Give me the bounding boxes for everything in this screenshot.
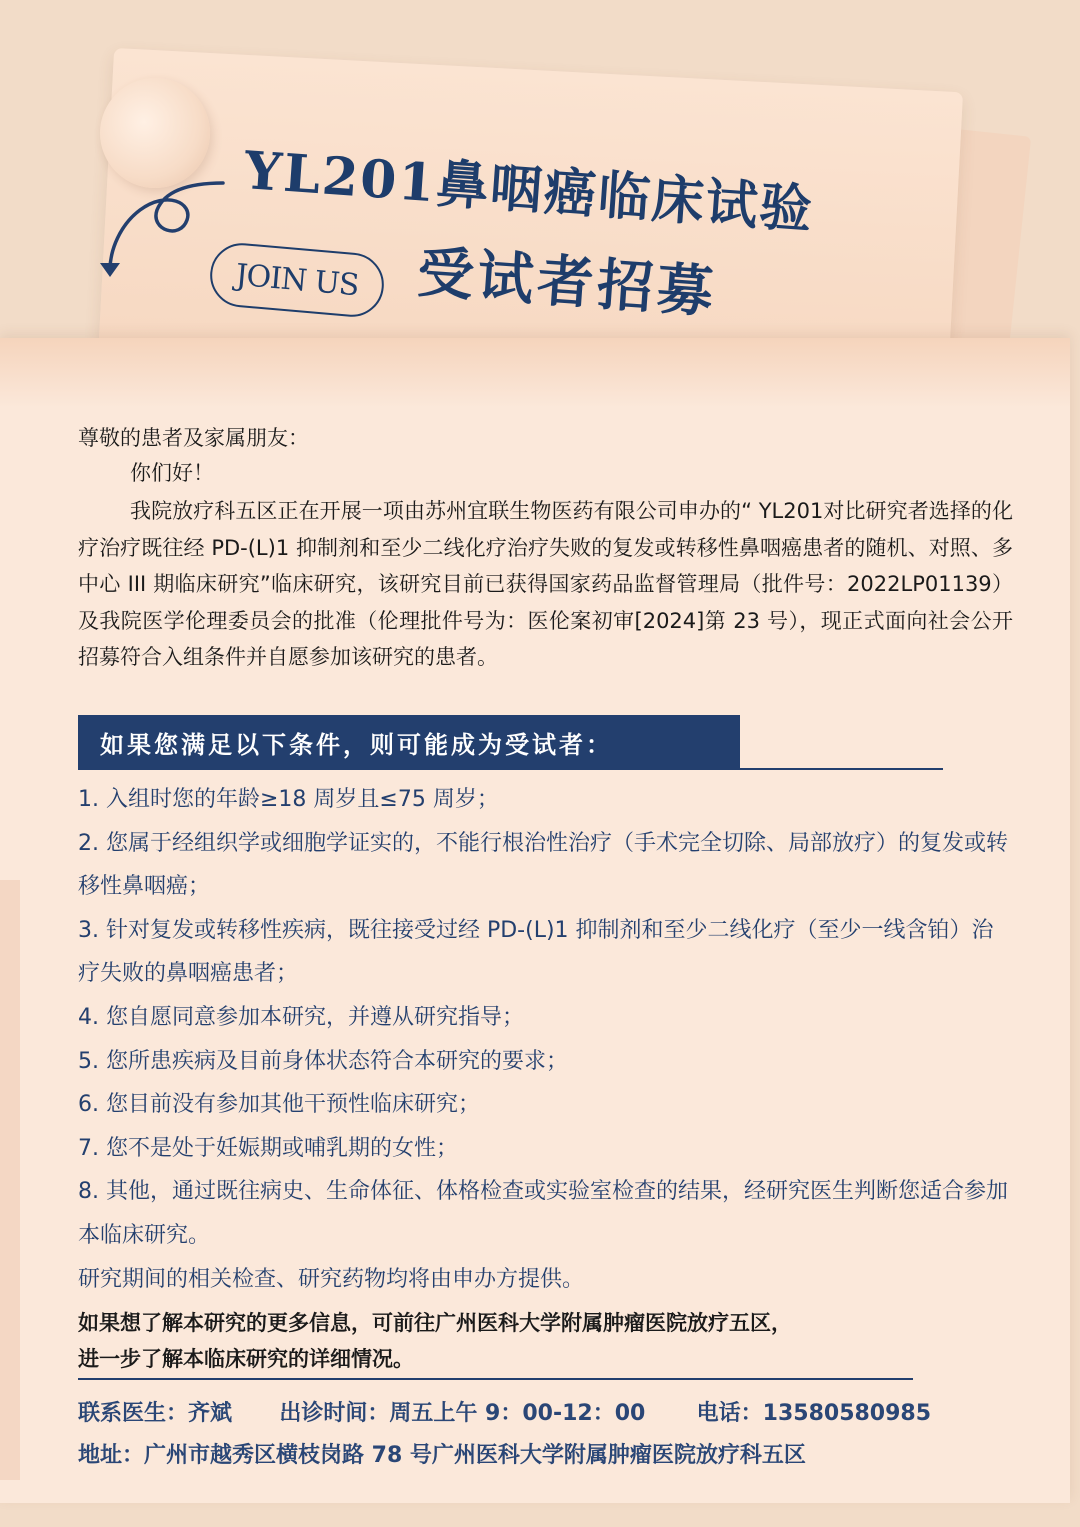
contact-phone[interactable]: 电话：13580580985 bbox=[696, 1401, 932, 1426]
contact-doctor: 联系医生：齐斌 bbox=[78, 1401, 233, 1426]
more-info-line2: 进一步了解本临床研究的详细情况。 bbox=[78, 1346, 414, 1371]
curved-arrow-icon bbox=[95, 165, 225, 285]
criteria-note: 研究期间的相关检查、研究药物均将由申办方提供。 bbox=[78, 1266, 585, 1292]
criteria-item: 6. 您目前没有参加其他干预性临床研究； bbox=[78, 1092, 480, 1118]
contact-address: 地址：广州市越秀区横枝岗路 78 号广州医科大学附属肿瘤医院放疗科五区 bbox=[78, 1443, 806, 1468]
salutation: 尊敬的患者及家属朋友： bbox=[78, 426, 309, 450]
intro-paragraph: 我院放疗科五区正在开展一项由苏州宜联生物医药有限公司申办的“ YL201对比研究者选择的化疗治疗既往经 PD-(L)1 抑制剂和至少二线化疗治疗失败的复发或转移性鼻咽癌患者的随机、对照、多中心 III 期临床研究”临床研究，该研究目前已获得国家药品监督管理局（批件号：2022LP01139）及我院医学伦理委员会的批准（伦理批件号为：医伦案初审[2024]第 23 号），现正式面向社会公开招募符合入组条件并自愿参加该研究的患者。 bbox=[78, 499, 1013, 669]
criteria-item: 8. 其他，通过既往病史、生命体征、体格检查或实验室检查的结果，经研究医生判断您适合参加本临床研究。 bbox=[78, 1179, 1008, 1248]
more-info bbox=[78, 1305, 978, 1377]
criteria-item: 7. 您不是处于妊娠期或哺乳期的女性； bbox=[78, 1135, 458, 1161]
criteria-item: 2. 您属于经组织学或细胞学证实的，不能行根治性治疗（手术完全切除、局部放疗）的复发或转移性鼻咽癌； bbox=[78, 830, 1008, 900]
criteria-item: 5. 您所患疾病及目前身体状态符合本研究的要求； bbox=[78, 1048, 568, 1074]
criteria-item: 1. 入组时您的年龄≥18 周岁且≤75 周岁； bbox=[78, 787, 499, 812]
criteria-item: 4. 您自愿同意参加本研究，并遵从研究指导； bbox=[78, 1004, 524, 1030]
paper-edge bbox=[0, 880, 20, 1480]
criteria-list bbox=[78, 778, 1008, 1301]
banner-underline bbox=[78, 768, 943, 770]
criteria-banner: 如果您满足以下条件，则可能成为受试者： bbox=[78, 715, 740, 769]
contact-hours: 出诊时间：周五上午 9：00-12：00 bbox=[279, 1401, 646, 1426]
join-us-badge: JOIN US bbox=[208, 241, 387, 320]
more-info-line1: 如果想了解本研究的更多信息，可前往广州医科大学附属肿瘤医院放疗五区， bbox=[78, 1310, 792, 1335]
page-subtitle: 受试者招募 bbox=[415, 239, 720, 326]
page-title: YL201鼻咽癌临床试验 bbox=[242, 140, 816, 241]
greeting: 你们好！ bbox=[130, 461, 214, 485]
paper-fold bbox=[0, 338, 1070, 408]
criteria-item: 3. 针对复发或转移性疾病，既往接受过经 PD-(L)1 抑制剂和至少二线化疗（至少一线含铂）治疗失败的鼻咽癌患者； bbox=[78, 917, 994, 987]
contact-row bbox=[78, 1394, 931, 1434]
more-info-underline bbox=[78, 1378, 913, 1380]
